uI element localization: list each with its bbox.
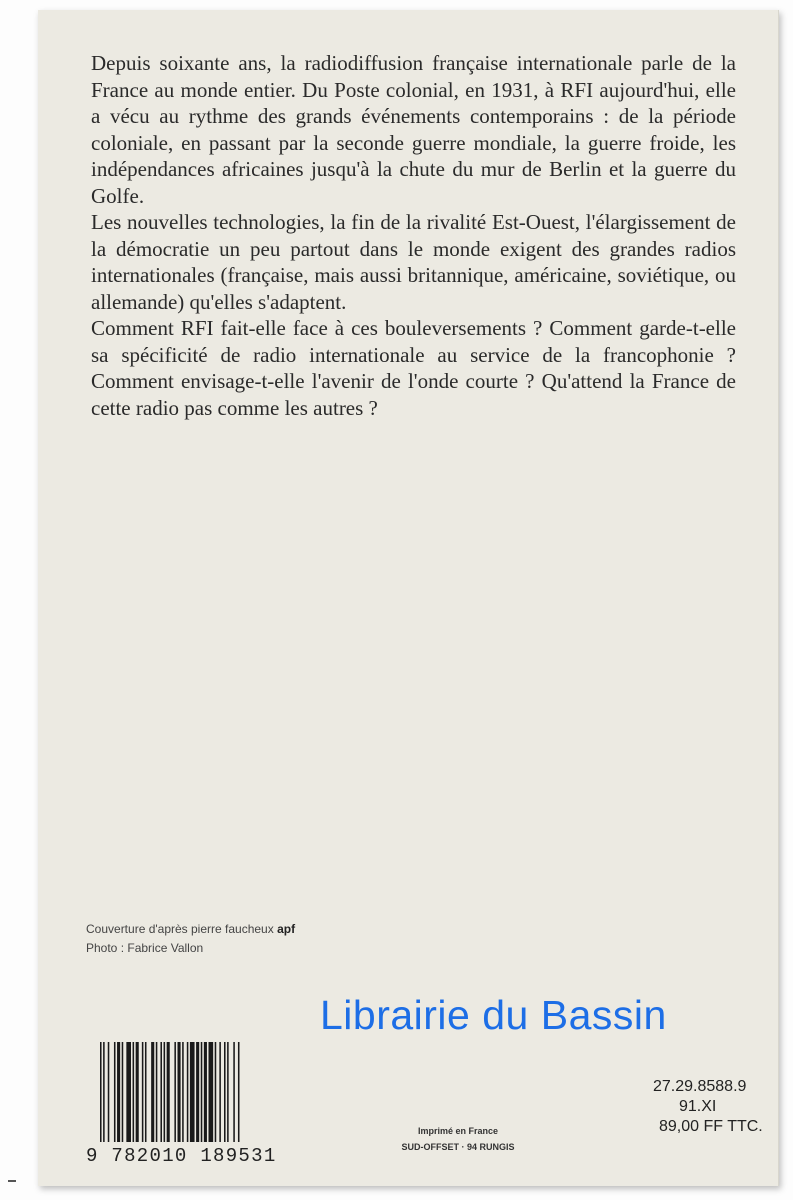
date-code: 91.XI (679, 1098, 717, 1115)
blurb-paragraph-1: Depuis soixante ans, la radiodiffusion française internationale parle de la France au monde entier. Du Poste colonial, en 1931, à RFI aujourd'hui, elle a vécu au rythme des grands événements contemporains : de la période coloniale, en passant par la seconde guerre mondiale, la guerre froide, les indépendances africaines jusqu'à la chute du mur de Berlin et la guerre du Golfe. (91, 51, 736, 208)
price-amount: 89,00 FF TTC. (659, 1118, 763, 1135)
barcode-icon (100, 1042, 300, 1146)
watermark-text: Librairie du Bassin (320, 992, 667, 1038)
margin-mark (8, 1180, 16, 1182)
photo-credit: Photo : Fabrice Vallon (86, 941, 204, 955)
blurb-text (91, 50, 736, 421)
barcode-block (86, 1042, 316, 1172)
credits (86, 920, 295, 958)
printer-info (383, 1123, 533, 1155)
cover-credit-text: Couverture d'après pierre faucheux (86, 922, 278, 936)
catalog-code: 27.29.8588.9 (653, 1078, 747, 1095)
cover-credit (86, 920, 295, 939)
blurb-paragraph-2: Les nouvelles technologies, la fin de la rivalité Est-Ouest, l'élargissement de la démocratie un peu partout dans le monde exigent des grandes radios internationales (française, mais aussi britannique, américaine, soviétique, ou allemande) qu'elles s'adaptent. (91, 210, 736, 314)
apf-logo: apf (277, 922, 296, 936)
price-block (621, 1077, 781, 1137)
blurb-paragraph-3: Comment RFI fait-elle face à ces bouleversements ? Comment garde-t-elle sa spécificité de radio internationale au service de la francophonie ? Comment envisage-t-elle l'avenir de l'onde courte ? Qu'attend la France de cette radio pas comme les autres ? (91, 316, 736, 420)
printed-in-label: Imprimé en France (417, 1126, 499, 1136)
isbn-number: 9 782010 189531 (86, 1145, 277, 1167)
printer-name: SUD-OFFSET · 94 RUNGIS (401, 1142, 515, 1152)
